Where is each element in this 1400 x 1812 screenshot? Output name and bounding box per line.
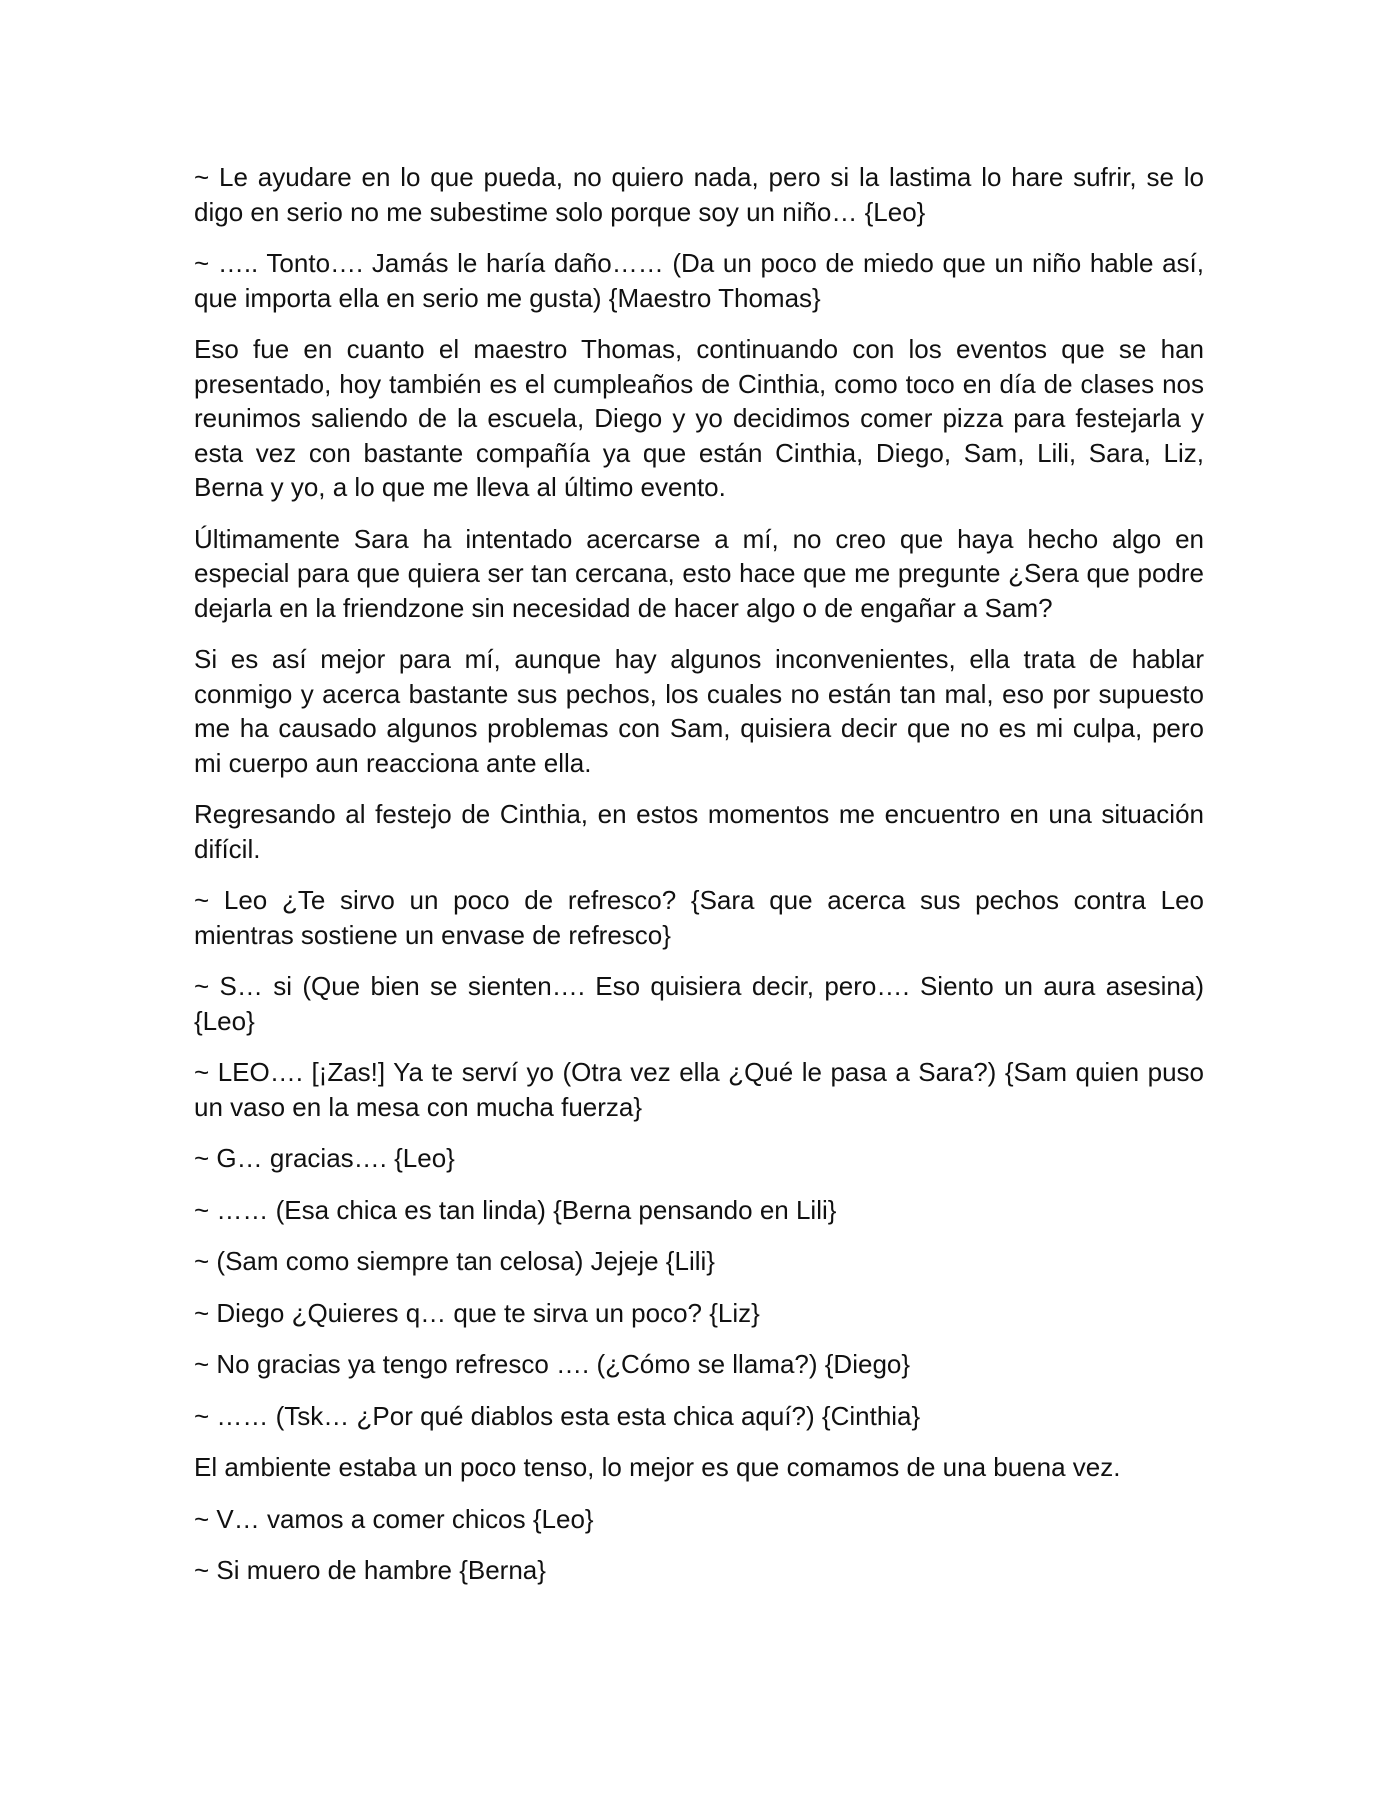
paragraph-3: Eso fue en cuanto el maestro Thomas, continuando con los eventos que se han presentado, hoy también es el cumpleaños de Cinthia, como toco en día de clases nos reunimos saliendo de la escuela, Diego y yo decidimos comer pizza para festejarla y esta vez con bastante compañía ya que están Cinthia, Diego, Sam, Lili, Sara, Liz, Berna y yo, a lo que me lleva al último evento. (194, 334, 1204, 502)
paragraph-18: ~ Si muero de hambre {Berna} (194, 1555, 546, 1585)
paragraph-13: ~ Diego ¿Quieres q… que te sirva un poco? {Liz} (194, 1297, 760, 1328)
paragraph-14: ~ No gracias ya tengo refresco …. (¿Cómo se llama?) {Diego} (194, 1349, 911, 1379)
paragraph-11: ~ …… (Esa chica es tan linda) {Berna pensando en Lili} (194, 1194, 837, 1225)
document-body (194, 160, 1204, 1588)
paragraph-9: ~ LEO…. [¡Zas!] Ya te serví yo (Otra vez ella ¿Qué le pasa a Sara?) {Sam quien puso un vaso en la mesa con mucha fuerza} (194, 1057, 1204, 1122)
paragraph-7: ~ Leo ¿Te sirvo un poco de refresco? {Sara que acerca sus pechos contra Leo mientras sostiene un envase de refresco} (194, 885, 1204, 950)
paragraph-4: Últimamente Sara ha intentado acercarse a mí, no creo que haya hecho algo en especial para que quiera ser tan cercana, esto hace que me pregunte ¿Sera que podre dejarla en la friendzone sin necesidad de hacer algo o de engañar a Sam? (194, 523, 1204, 623)
paragraph-12: ~ (Sam como siempre tan celosa) Jejeje {Lili} (194, 1246, 715, 1276)
paragraph-17: ~ V… vamos a comer chicos {Leo} (194, 1503, 594, 1534)
paragraph-10: ~ G… gracias…. {Leo} (194, 1143, 455, 1173)
paragraph-1: ~ Le ayudare en lo que pueda, no quiero nada, pero si la lastima lo hare sufrir, se lo digo en serio no me subestime solo porque soy un niño… {Leo} (194, 162, 1204, 227)
paragraph-6: Regresando al festejo de Cinthia, en estos momentos me encuentro en una situación difícil. (194, 799, 1204, 864)
paragraph-5: Si es así mejor para mí, aunque hay algunos inconvenientes, ella trata de hablar conmigo y acerca bastante sus pechos, los cuales no están tan mal, eso por supuesto me ha causado algunos problemas con Sam, quisiera decir que no es mi culpa, pero mi cuerpo aun reacciona ante ella. (194, 644, 1204, 778)
paragraph-15: ~ …… (Tsk… ¿Por qué diablos esta esta chica aquí?) {Cinthia} (194, 1400, 921, 1431)
paragraph-8: ~ S… si (Que bien se sienten…. Eso quisiera decir, pero…. Siento un aura asesina) {Leo} (194, 971, 1204, 1036)
paragraph-16: El ambiente estaba un poco tenso, lo mejor es que comamos de una buena vez. (194, 1452, 1121, 1482)
paragraph-2: ~ ….. Tonto…. Jamás le haría daño…… (Da un poco de miedo que un niño hable así, que importa ella en serio me gusta) {Maestro Thomas} (194, 248, 1204, 313)
